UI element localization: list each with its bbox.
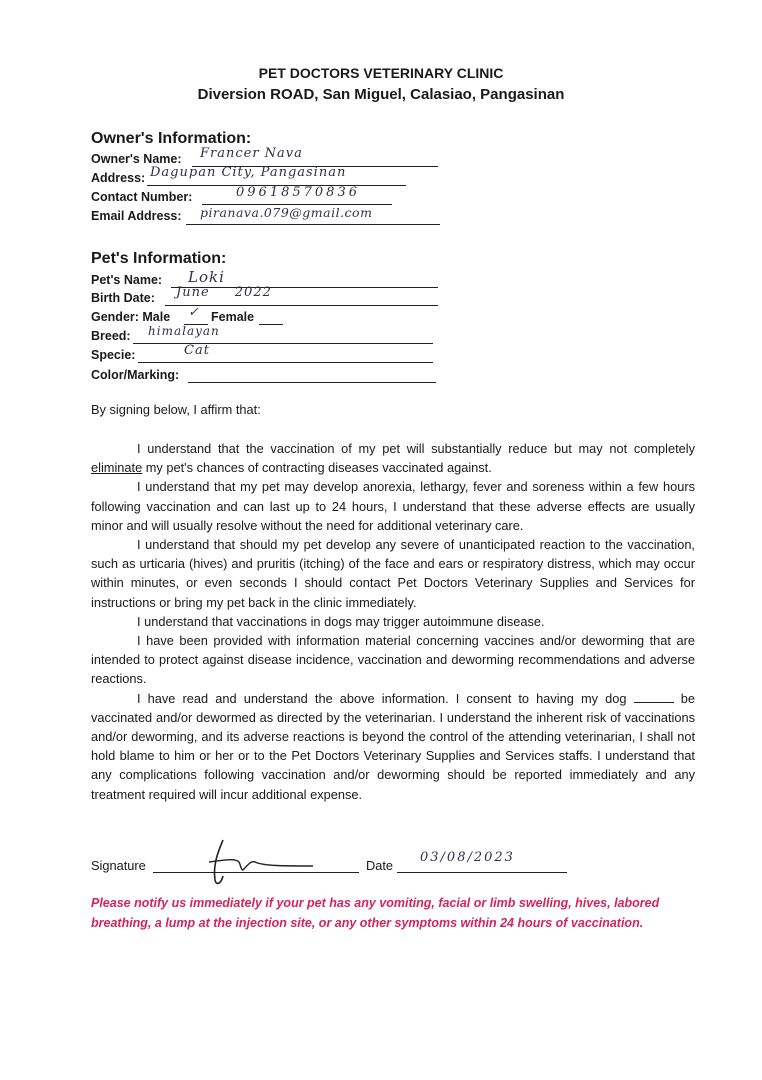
color-marking-line[interactable] [188, 382, 436, 383]
email-line [186, 224, 440, 225]
owner-name-field[interactable]: Francer Nava [200, 146, 303, 161]
consent-body [91, 439, 695, 804]
specie-line [138, 362, 433, 363]
paragraph-vaccination-effect: I understand that the vaccination of my pet will substantially reduce but may not completely eliminate my pet's chances of contracting diseases vaccinated against. [91, 441, 695, 476]
paragraph-severe-reaction: I understand that should my pet develop any severe of unanticipated reaction to the vaccination, such as urticaria (hives) and pruritis (itching) of the face and ears or respiratory distress, which may occur within minutes, or even seconds I should contact Pet Doctors Veterinary Supplies and Services for instructions or bring my pet back in the clinic immediately. [91, 537, 695, 610]
breed-label: Breed: [91, 329, 131, 343]
clinic-address: Diversion ROAD, San Miguel, Calasiao, Pangasinan [197, 86, 565, 103]
birth-date-label: Birth Date: [91, 291, 155, 305]
pet-section-title: Pet's Information: [91, 250, 227, 267]
date-line [397, 872, 567, 873]
date-field[interactable]: 03/08/2023 [420, 850, 515, 865]
gender-male-label: Gender: Male [91, 310, 171, 324]
paragraph-autoimmune: I understand that vaccinations in dogs may trigger autoimmune disease. [137, 613, 545, 629]
address-label: Address: [91, 171, 146, 185]
post-vaccination-notice: Please notify us immediately if your pet has any vomiting, facial or limb swelling, hives, labored breathing, a lump at the injection site, or any other symptoms within 24 hours of vaccination. [91, 896, 660, 930]
male-check-mark[interactable]: ✓ [188, 305, 200, 320]
clinic-name: PET DOCTORS VETERINARY CLINIC [258, 65, 504, 81]
handwritten-signature [195, 836, 325, 888]
email-label: Email Address: [91, 209, 182, 223]
specie-field[interactable]: Cat [184, 343, 210, 358]
owner-section-title: Owner's Information: [91, 130, 252, 147]
pet-name-field[interactable]: Loki [188, 268, 225, 286]
breed-field[interactable]: himalayan [148, 324, 220, 338]
paragraph-consent: I have read and understand the above information. I consent to having my dog be vaccinated and/or dewormed as directed by the veterinarian. I understand the inherent risk of vaccinations and/or deworming, and its adverse reactions is beyond the control of the attending veterinarian, I shall not hold blame to him or her or to the Pet Doctors Veterinary Supplies and Services staffs. I understand that any complications following vaccination and/or deworming should be reported immediately and any treatment required will incur additional expense. [91, 690, 695, 802]
paragraph-information-material: I have been provided with information material concerning vaccines and/or deworming that are intended to protect against disease incidence, vaccination and deworming recommendations and adverse reactions. [91, 633, 695, 687]
breed-line [133, 343, 433, 344]
contact-label: Contact Number: [91, 190, 193, 204]
date-label: Date [366, 858, 394, 873]
affirm-intro: By signing below, I affirm that: [91, 402, 261, 417]
female-blank[interactable] [259, 324, 283, 325]
underlined-eliminate: eliminate [91, 460, 143, 476]
birth-date-field[interactable]: June 2022 [176, 285, 272, 300]
address-field[interactable]: Dagupan City, Pangasinan [150, 165, 347, 180]
paragraph-adverse-effects: I understand that my pet may develop anorexia, lethargy, fever and soreness within a few hours following vaccination and can last up to 24 hours, I understand that these adverse effects are usually minor and will usually resolve without the need for additional veterinary care. [91, 479, 695, 533]
specie-label: Specie: [91, 348, 136, 362]
dog-name-blank[interactable] [634, 692, 674, 703]
birth-date-line [165, 305, 438, 306]
color-marking-label: Color/Marking: [91, 368, 180, 382]
gender-female-label: Female [211, 310, 255, 324]
email-field[interactable]: piranava.079@gmail.com [200, 205, 373, 220]
contact-field[interactable]: 09618570836 [236, 185, 360, 200]
signature-label: Signature [91, 858, 146, 873]
pet-name-label: Pet's Name: [91, 273, 163, 287]
owner-name-label: Owner's Name: [91, 152, 182, 166]
